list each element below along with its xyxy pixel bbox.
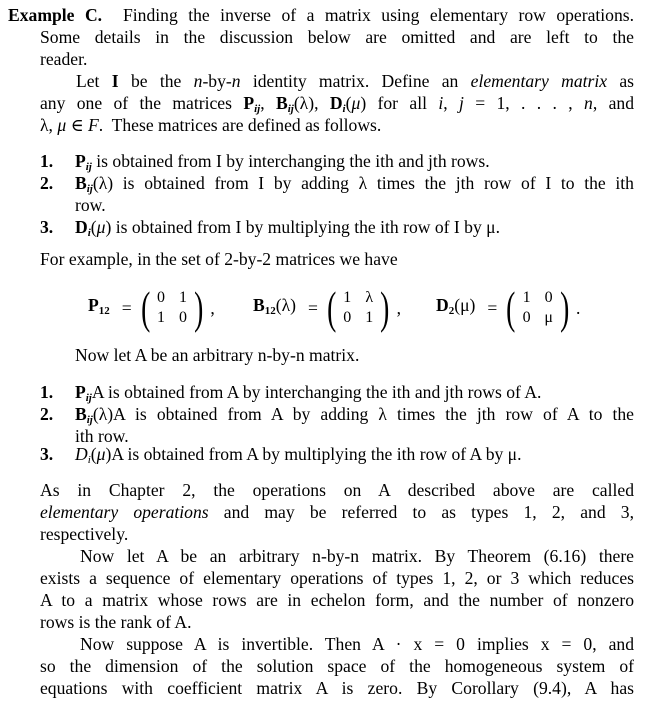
chapter-para-line-1: As in Chapter 2, the operations on A described above are called <box>40 480 634 500</box>
let-a-line: Now let A be an arbitrary n-by-n matrix. <box>75 345 360 365</box>
example-intro: For example, in the set of 2-by-2 matrices we have <box>40 249 398 269</box>
header-line-3: reader. <box>40 49 88 69</box>
def-para-line-1: Let I be the n-by-n identity matrix. Define an elementary matrix as <box>76 71 635 91</box>
def-para-line-3: λ, μ ∈ F. These matrices are defined as follows. <box>40 115 382 135</box>
op-num-3: 3. <box>40 444 54 464</box>
example-header-line <box>8 4 634 26</box>
theorem-para-line-4: rows is the rank of A. <box>40 612 192 632</box>
op-item-2: $B_{ij}(\lambda)A$ is obtained from A by adding λ times the jth row of A to the <box>75 404 634 426</box>
matrix-b12: $B_{12}(\lambda)$ = ( 1 λ 0 1 ) , <box>253 282 401 333</box>
theorem-para-line-2: exists a sequence of elementary operations of types 1, 2, or 3 which reduces <box>40 568 634 588</box>
chapter-para-line-2: elementary operations and may be referred to as types 1, 2, and 3, <box>40 502 634 522</box>
def-para-line-2: any one of the matrices $P_{ij}$, $B_{ij}(\lambda)$, $D_i(\mu)$ for all i, j = 1, . . . , n, and <box>40 93 634 115</box>
op-num-2: 2. <box>40 404 54 424</box>
op-item-2-cont: ith row. <box>75 426 129 446</box>
example-matrices <box>0 283 667 333</box>
op-item-3: $D_i(\mu)A$ is obtained from A by multiplying the ith row of A by μ. <box>75 444 522 466</box>
def-item-3: $D_i(\mu)$ is obtained from I by multiplying the ith row of I by μ. <box>75 217 500 239</box>
header-line-2: Some details in the discussion below are omitted and are left to the <box>40 27 634 47</box>
def-num-3: 3. <box>40 217 54 237</box>
theorem-para-line-3: A to a matrix whose rows are in echelon form, and the number of nonzero <box>40 590 634 610</box>
theorem-para-line-1: Now let A be an arbitrary n-by-n matrix. By Theorem (6.16) there <box>80 546 634 566</box>
op-num-1: 1. <box>40 382 54 402</box>
invertible-para-line-1: Now suppose A is invertible. Then A · x = 0 implies x = 0, and <box>80 634 634 654</box>
matrix-p12: $P_{12}$ = ( 0 1 1 0 ) , <box>88 282 215 333</box>
op-item-1: $P_{ij}A$ is obtained from A by interchanging the ith and jth rows of A. <box>75 382 542 404</box>
matrix-d2: $D_2(\mu)$ = ( 1 0 0 μ ) . <box>436 282 581 333</box>
def-item-1: $P_{ij}$ is obtained from I by interchanging the ith and jth rows. <box>75 151 490 173</box>
def-num-1: 1. <box>40 151 54 171</box>
example-title: Finding the inverse of a matrix using elementary row operations. <box>123 5 635 25</box>
invertible-para-line-3: equations with coefficient matrix A is zero. By Corollary (9.4), A has <box>40 678 634 698</box>
def-num-2: 2. <box>40 173 54 193</box>
example-label: Example C. <box>8 5 103 25</box>
def-item-2-cont: row. <box>75 195 106 215</box>
def-item-2: $B_{ij}(\lambda)$ is obtained from I by adding λ times the jth row of I to the ith <box>75 173 634 195</box>
invertible-para-line-2: so the dimension of the solution space of the homogeneous system of <box>40 656 634 676</box>
chapter-para-line-3: respectively. <box>40 524 129 544</box>
